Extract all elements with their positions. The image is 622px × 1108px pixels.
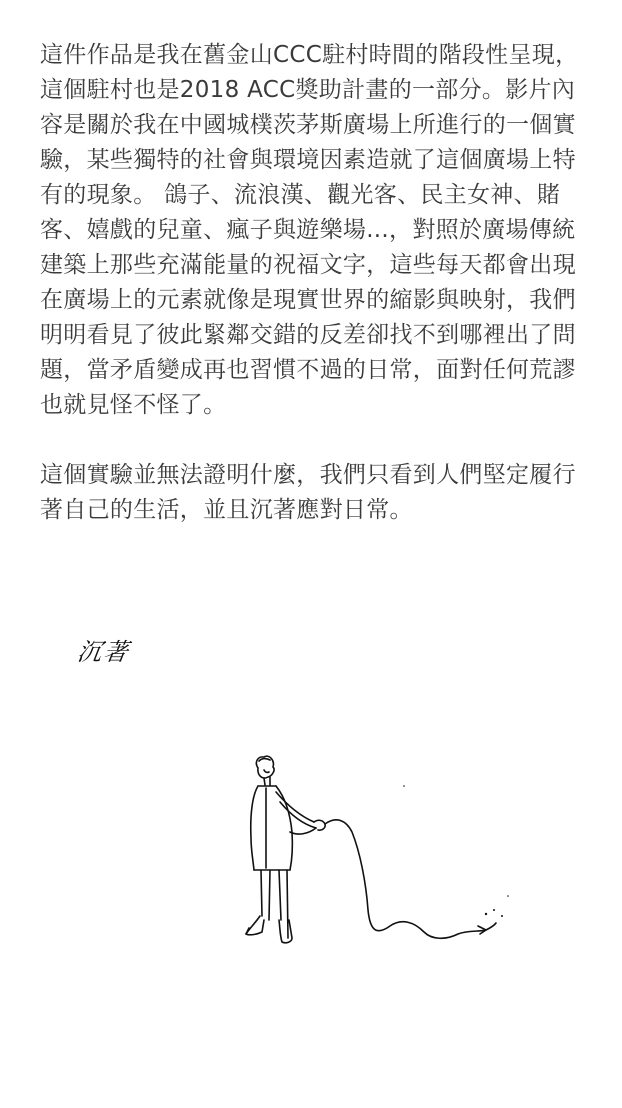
article-paragraph-2: 這個實驗並無法證明什麼，我們只看到人們堅定履行著自己的生活，並且沉著應對日常。 bbox=[40, 462, 576, 523]
artwork-sketch bbox=[0, 620, 622, 980]
sketch-figure-with-hose-icon bbox=[0, 620, 622, 980]
artwork-handwritten-title: 沉著 bbox=[75, 638, 132, 666]
article-paragraph-1: 這件作品是我在舊金山CCC駐村時間的階段性呈現，這個駐村也是2018 ACC獎助計畫的一部分。影片內容是關於我在中國城樸茨茅斯廣場上所進行的一個實驗，某些獨特的社會與環境因素造就了這個廣場上特有的現象。 鴿子、流浪漢、觀光客、民主女神、賭客、嬉戲的兒童、瘋子與遊樂場...，對照於廣場傳統建築上那些充滿能量的祝福文字，這些每天都會出現在廣場上的元素就像是現實世界的縮影與映射，我們明明看見了彼此緊鄰交錯的反差卻找不到哪裡出了問題，當矛盾變成再也習慣不過的日常，面對任何荒謬也就見怪不怪了。 bbox=[40, 42, 579, 418]
article-body bbox=[40, 38, 585, 528]
